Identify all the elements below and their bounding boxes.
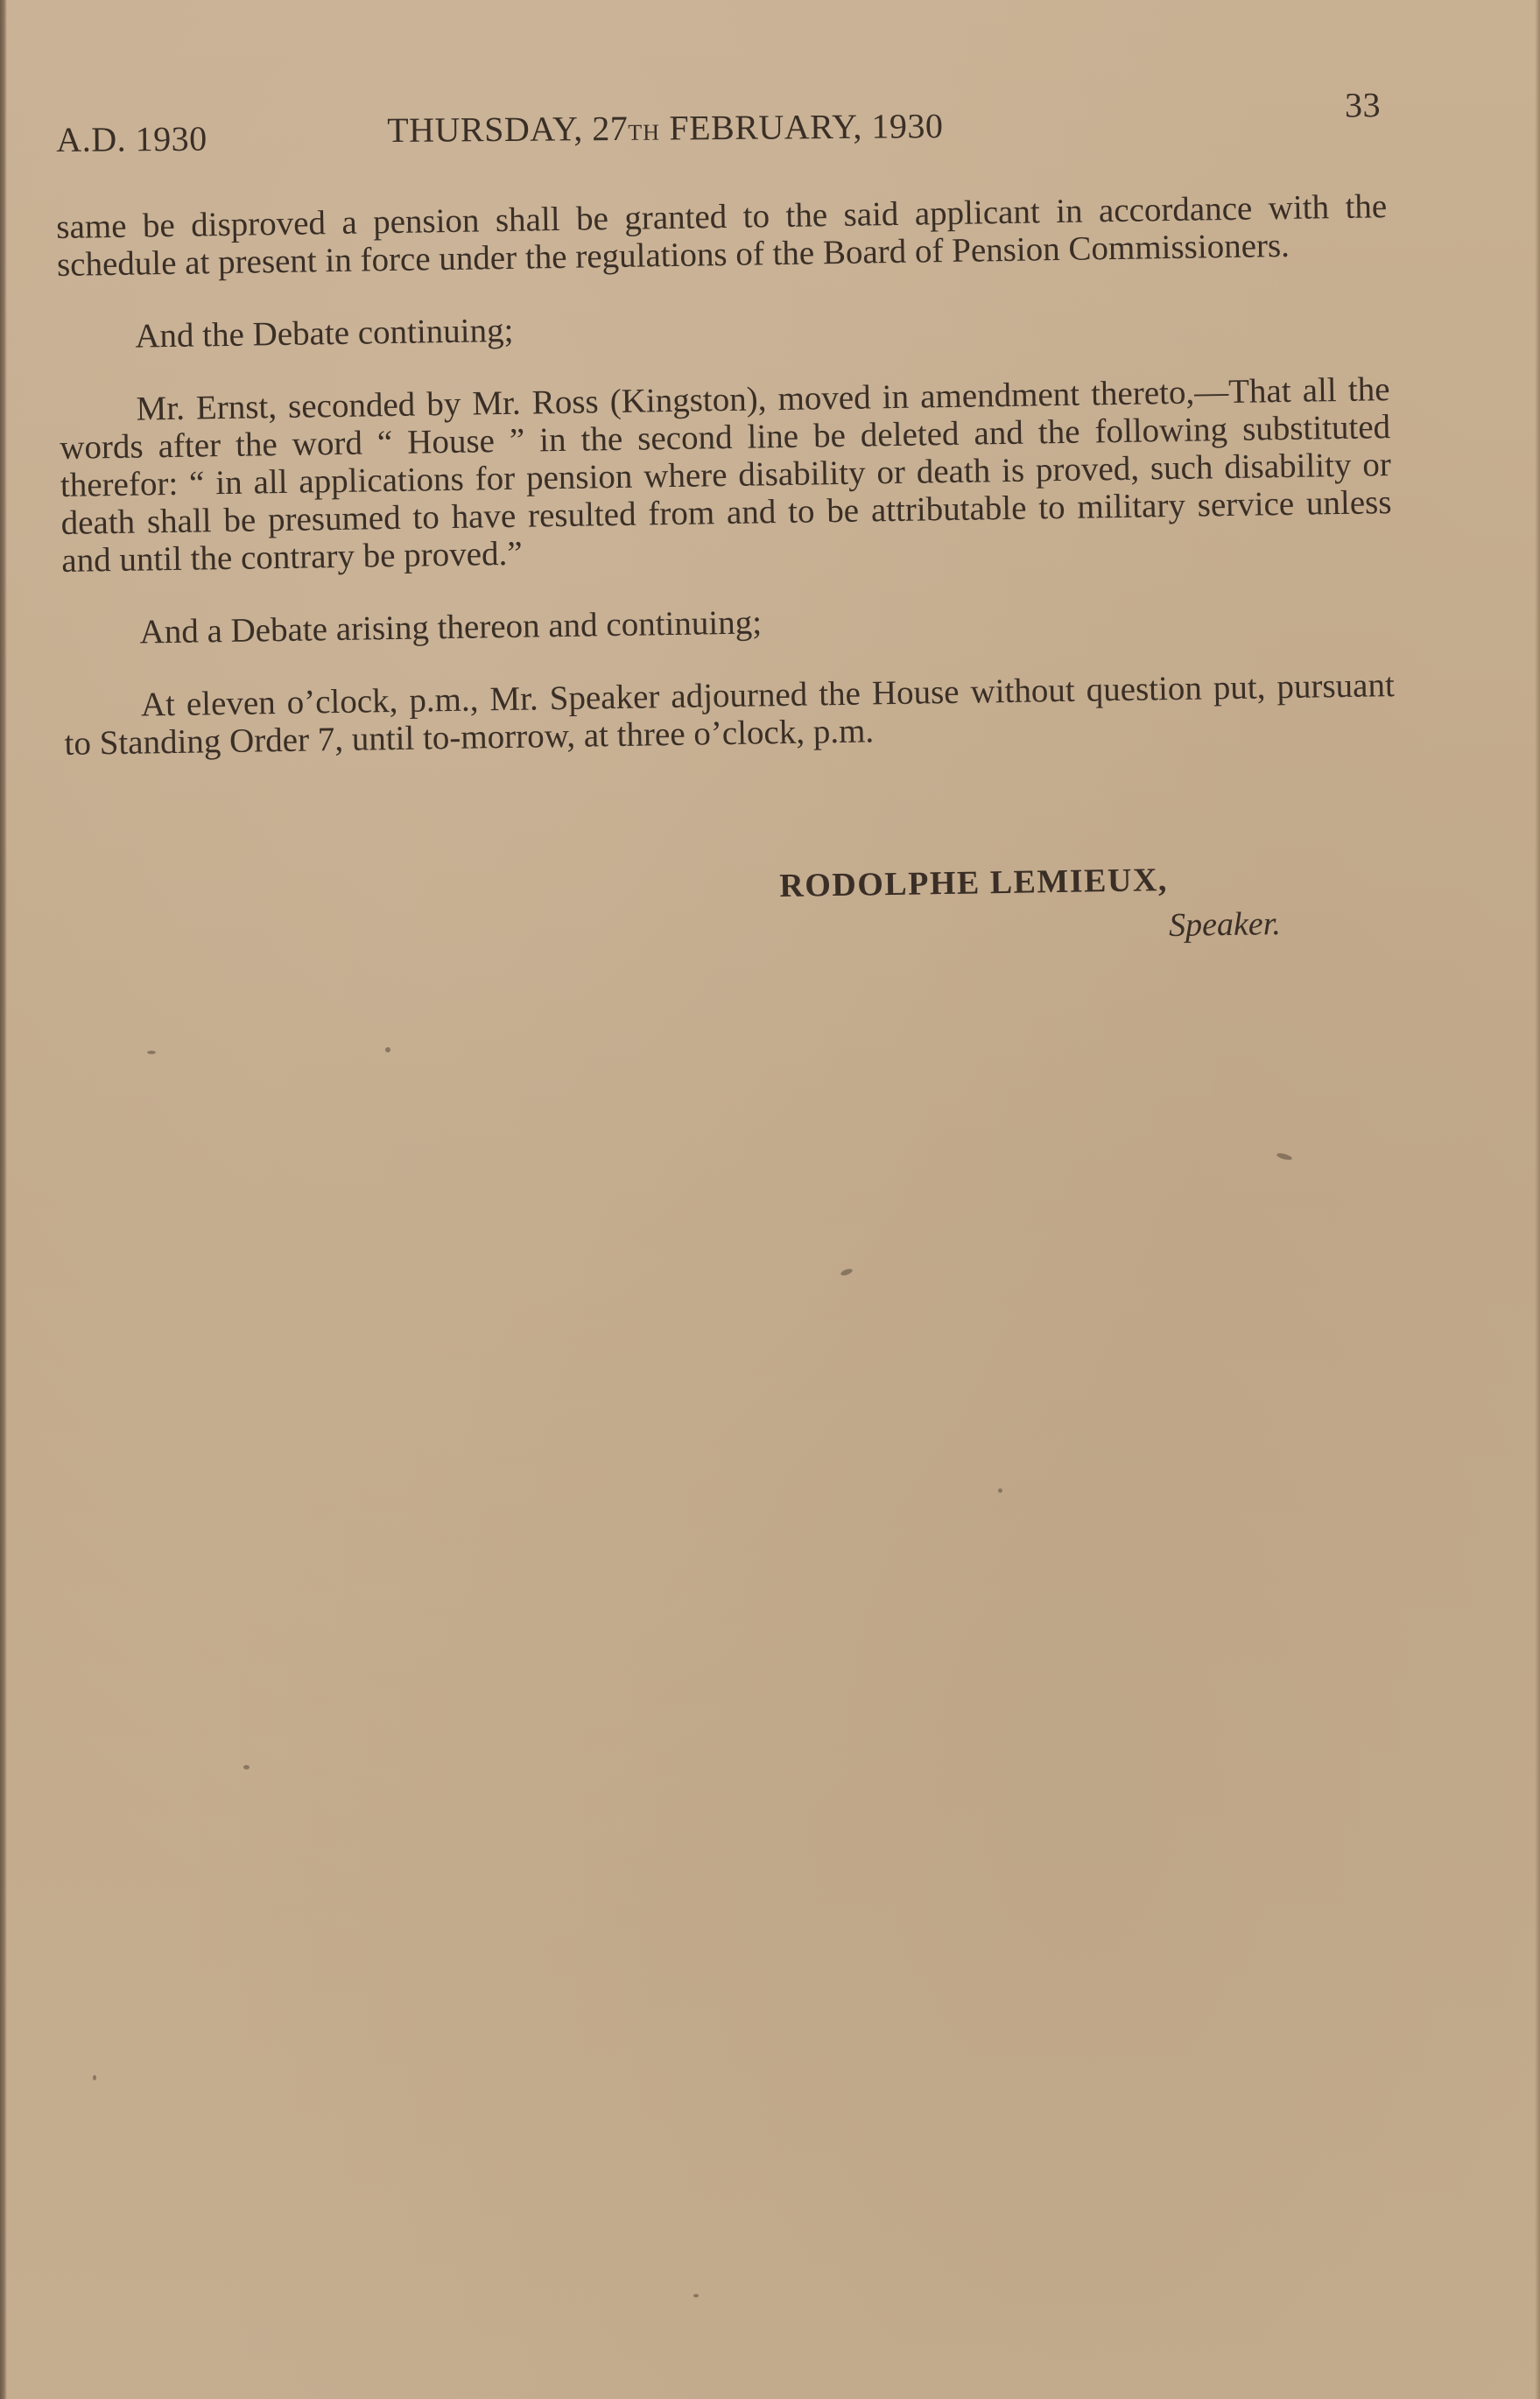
header-date [387,105,944,151]
paper-speck [93,2075,96,2080]
journal-body [56,187,1396,763]
paper-speck [998,1488,1002,1493]
signatory-name: RODOLPHE LEMIEUX, [779,862,1169,904]
paragraph-debate-arising: And a Debate arising thereon and continuing; [139,603,763,651]
signatory-title: Speaker. [1168,905,1282,945]
paper-speck [1276,1152,1293,1161]
paper-speck [385,1047,390,1052]
header-date-tail: FEBRUARY, 1930 [659,106,944,148]
paper-speck [840,1268,853,1277]
header-date-main: THURSDAY, 27 [387,108,629,151]
paragraph-amendment: Mr. Ernst, seconded by Mr. Ross (Kingston), moved in amendment thereto,—That all the words after the word “ House ” in the second line be deleted and the following substituted therefor: “ in all applications for pension where disability or death is proved, such disability or death shall be presumed to have resulted from and to be attributable to military service unless and until the contrary be proved.” [59,370,1392,580]
paragraph-debate-continuing: And the Debate continuing; [134,311,514,355]
paragraph-continued: same be disproved a pension shall be granted to the said applicant in accordance with the schedule at present in force under the regulations of the Board of Pension Commissioners. [56,187,1388,284]
page-left-edge [0,0,7,2399]
page-right-edge [1535,0,1540,2399]
paper-speck [693,2294,699,2297]
paper-speck [147,1051,156,1054]
signature-block [779,858,1340,951]
header-year: A.D. 1930 [56,118,207,159]
page-number: 33 [1344,85,1382,125]
paragraph-adjournment: At eleven o’clock, p.m., Mr. Speaker adjourned the House without question put, pursuant to Standing Order 7, until to-morrow, at three o’clock, p.m. [64,666,1396,763]
header-date-suffix: TH [628,119,661,145]
paper-speck [243,1765,250,1769]
running-header [56,85,1388,165]
